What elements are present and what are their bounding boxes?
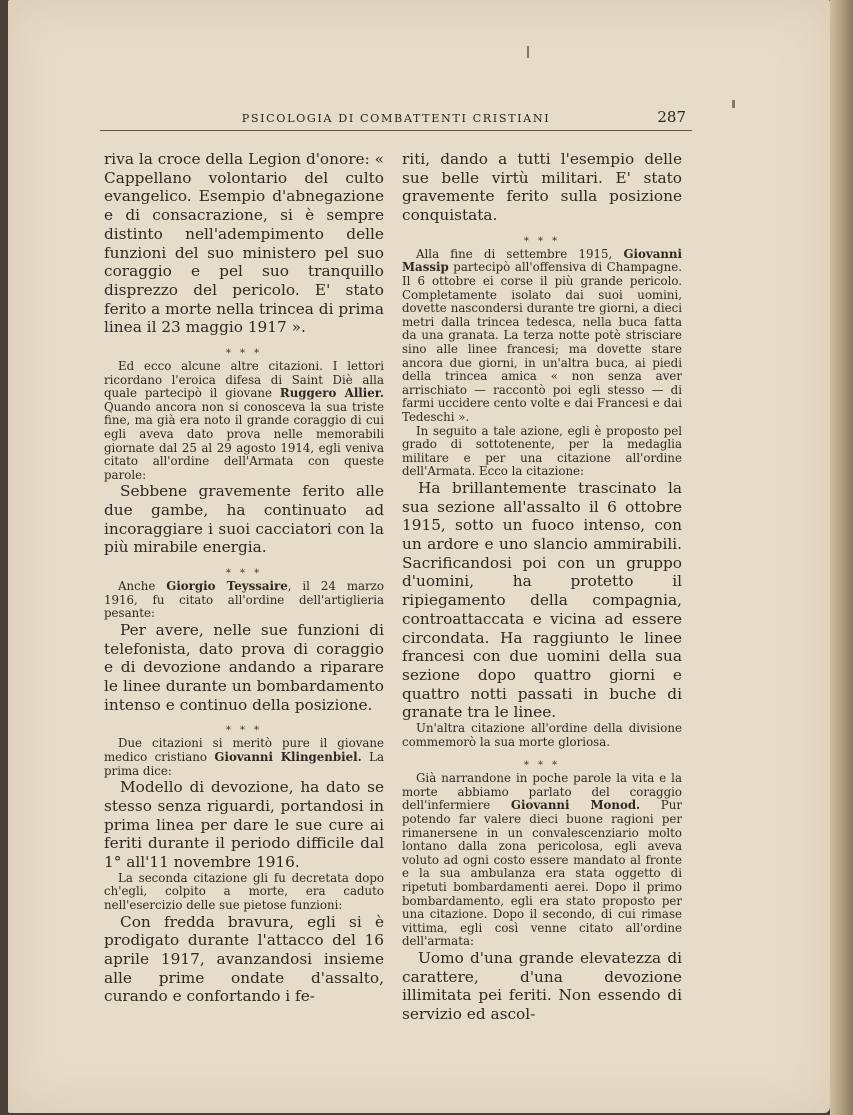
citation-quote: Ha brillantemente trascinato la sua sezione all'assalto il 6 ottobre 1915, sotto un fuoco intenso, con un ardore e uno slancio ammirabili. Sacrificandosi poi con un gruppo d'uomini, ha protetto il ripiegamento della compagnia, controattaccata e vicina ad essere circondata. Ha raggiunto le linee francesi con due uomini della sua sezione dopo quattro giorni e quattro notti passati in buche di granate tra le linee. xyxy=(402,478,682,722)
person-name: Ruggero Allier. xyxy=(279,386,385,401)
page-number: 287 xyxy=(657,108,686,126)
paragraph: riva la croce della Legion d'onore: « Cappellano volontario del culto evangelico. Esempio d'abnegazione e di consacrazione, si è sempre distinto nell'adempimento delle funzioni del suo ministero pel suo coraggio e pel suo tranquillo disprezzo del pericolo. E' stato ferito a morte nella trincea di prima linea il 23 maggio 1917 ». xyxy=(104,150,384,337)
paragraph: Un'altra citazione all'ordine della divisione commemorò la sua morte gloriosa. xyxy=(402,721,682,749)
person-name: Giovanni Monod. xyxy=(510,798,641,813)
section-separator: * * * xyxy=(523,235,561,247)
paragraph: Già narrandone in poche parole la vita e la morte abbiamo parlato del coraggio dell'infermiere Giovanni Monod. Pur potendo far valere dieci buone ragioni per rimanersene in un convalescenziario molto lontano dalla zona pericolosa, egli aveva voluto ad ogni costo essere mandato al fronte e la sua ambulanza era stata oggetto di ripetuti bombardamenti aerei. Dopo il primo bombardamento, egli era stato proposto per una citazione. Dopo il secondo, di cui rimase vittima, egli così venne citato all'ordine dell'armata: xyxy=(402,771,682,949)
section-separator: * * * xyxy=(225,348,263,360)
citation-quote: Con fredda bravura, egli si è prodigato durante l'attacco del 16 aprile 1917, avanzandosi insieme alle prime ondate d'assalto, curando e confortando i fe- xyxy=(104,912,384,1006)
paragraph: Due citazioni si meritò pure il giovane medico cristiano Giovanni Klingenbiel. La prima dice: xyxy=(104,736,384,778)
citation-quote: Modello di devozione, ha dato se stesso senza riguardi, portandosi in prima linea per dare le sue cure ai feriti durante il periodo difficile dal 1° all'11 novembre 1916. xyxy=(104,778,384,872)
running-title: PSICOLOGIA DI COMBATTENTI CRISTIANI xyxy=(241,112,551,125)
paragraph: La seconda citazione gli fu decretata dopo ch'egli, colpito a morte, era caduto nell'esercizio delle sue pietose funzioni: xyxy=(104,870,384,912)
paragraph: Ed ecco alcune altre citazioni. I lettori ricordano l'eroica difesa di Saint Diè alla quale partecipò il giovane Ruggero Allier. Quando ancora non si conosceva la sua triste fine, ma già era noto il grande coraggio di cui egli aveva dato prova nelle memorabili giornate dal 25 al 29 agosto 1914, egli veniva citato all'ordine dell'Armata con queste parole: xyxy=(104,359,385,482)
person-name: Giovanni Massip xyxy=(402,246,682,275)
person-name: Giovanni Klingenbiel. xyxy=(214,750,362,765)
section-separator: * * * xyxy=(225,568,263,580)
paragraph: riti, dando a tutti l'esempio delle sue belle virtù militari. E' stato gravemente ferito sulla posizione conquistata. xyxy=(402,150,682,225)
ink-speck xyxy=(527,46,529,58)
paragraph: Anche Giorgio Teyssaire, il 24 marzo 1916, fu citato all'ordine dell'artiglieria pesante: xyxy=(104,579,384,621)
paragraph: Alla fine di settembre 1915, Giovanni Massip partecipò all'offensiva di Champagne. Il 6 ottobre ei corse il più grande pericolo. Completamente isolato dai suoi uomini, dovette nascondersi durante tre giorni, a dieci metri dalla trincea tedesca, nella buca fatta da una granata. La terza notte potè strisciare sino alle linee francesi; ma dovette stare ancora due giorni, in un'altra buca, ai piedi della trincea amica « non senza aver arrischiato — raccontò poi egli stesso — di farmi uccidere cento volte e dai Francesi e dai Tedeschi ». xyxy=(402,246,682,424)
section-separator: * * * xyxy=(523,760,561,772)
citation-quote: Sebbene gravemente ferito alle due gambe, ha continuato ad incoraggiare i suoi cacciatori con la più mirabile energia. xyxy=(104,482,384,557)
left-column xyxy=(104,150,384,1006)
citation-quote: Per avere, nelle sue funzioni di telefonista, dato prova di coraggio e di devozione andando a riparare le linee durante un bombardamento intenso e continuo della posizione. xyxy=(104,620,384,714)
section-separator: * * * xyxy=(225,725,263,737)
page-edge xyxy=(830,0,853,1115)
person-name: Giorgio Teyssaire xyxy=(166,579,288,594)
ink-speck xyxy=(732,100,735,108)
right-column xyxy=(402,150,682,1024)
citation-quote: Uomo d'una grande elevatezza di carattere, d'una devozione illimitata pei feriti. Non essendo di servizio ed ascol- xyxy=(402,948,682,1024)
page-header xyxy=(100,106,692,131)
paragraph: In seguito a tale azione, egli è proposto pel grado di sottotenente, per la medaglia militare e per una citazione all'ordine dell'Armata. Ecco la citazione: xyxy=(402,423,682,479)
